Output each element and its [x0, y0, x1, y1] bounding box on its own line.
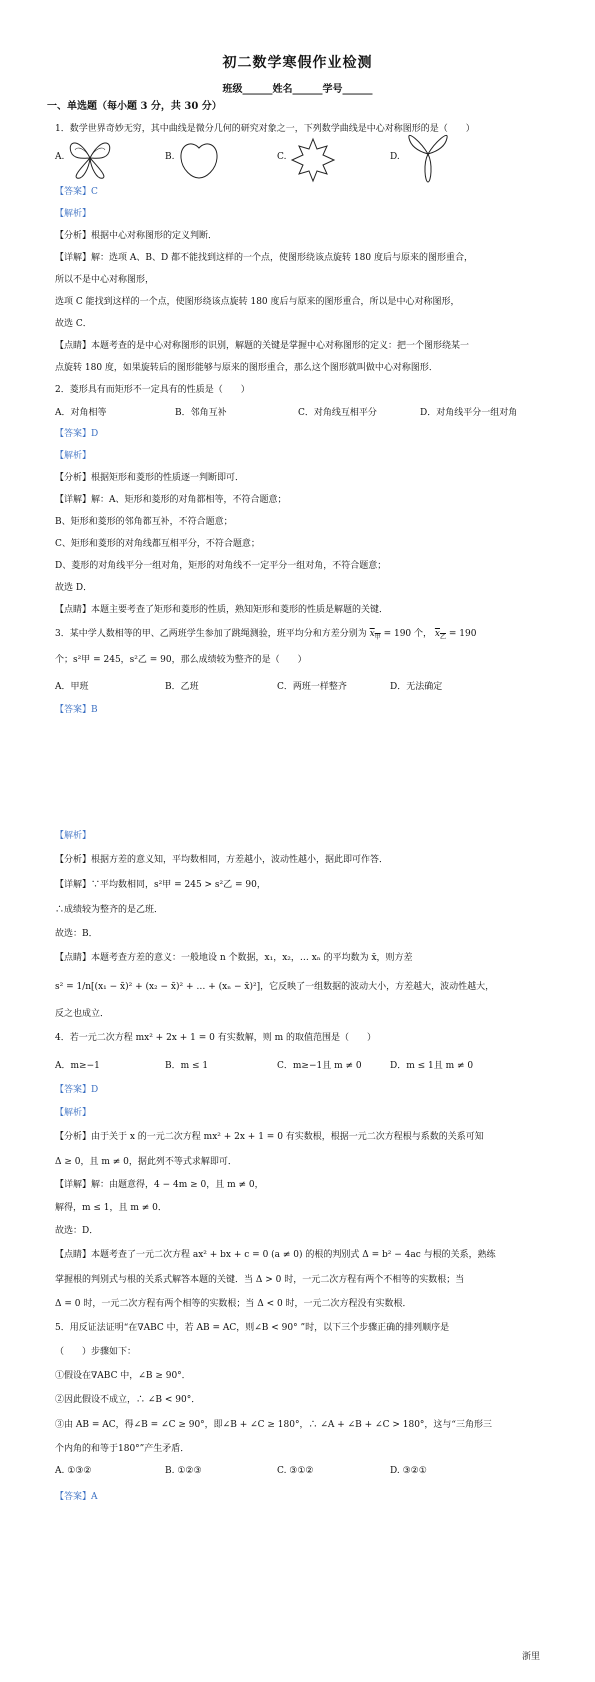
- q3-detail-2: ∴成绩较为整齐的是乙班．: [55, 905, 164, 915]
- q2-detail-2: B、矩形和菱形的邻角都互补，不符合题意；: [55, 517, 233, 527]
- q3-stem-line-2: 个；s²甲 = 245，s²乙 = 90，那么成绩较为整齐的是（ ）: [55, 655, 307, 665]
- q3-opt-a: A．甲班: [55, 682, 89, 692]
- q1-fenxi: 【分析】根据中心对称图形的定义判断．: [55, 231, 218, 241]
- q4-fenxi-1: 【分析】由于关于 x 的一元二次方程 mx² + 2x + 1 = 0 有实数根，根据一元二次方程根与系数的关系可知: [55, 1132, 484, 1142]
- q4-detail-3: 故选：D．: [55, 1226, 99, 1236]
- q3-answer: 【答案】B: [55, 705, 98, 715]
- q4-opt-a: A．m≥−1: [55, 1061, 100, 1071]
- q5-opt-c: C. ③①②: [277, 1466, 314, 1476]
- q1-stem: 1．数学世界奇妙无穷，其中曲线是微分几何的研究对象之一，下列数学曲线是中心对称图形的是（ ）: [55, 124, 475, 134]
- q1-opt-b: B.: [165, 152, 175, 162]
- q2-detail-1: 【详解】解：A、矩形和菱形的对角都相等，不符合题意；: [55, 495, 287, 505]
- q4-answer: 【答案】D: [55, 1085, 99, 1095]
- q3-analysis-label: 【解析】: [55, 831, 92, 841]
- q2-fenxi: 【分析】根据矩形和菱形的性质逐一判断即可．: [55, 473, 245, 483]
- q3-stem-text: 3．某中学人数相等的甲、乙两班学生参加了跳绳测验，班平均分和方差分别为: [55, 629, 367, 639]
- q1-detail-4: 故选 C．: [55, 319, 92, 329]
- q4-detail-1: 【详解】解：由题意得，4 − 4m ≥ 0，且 m ≠ 0，: [55, 1180, 264, 1190]
- q5-opt-a: A. ①③②: [55, 1466, 92, 1476]
- q1-dianjing-1: 【点睛】本题考查的是中心对称图形的识别，解题的关键是掌握中心对称图形的定义：把一个图形绕某一: [55, 341, 470, 351]
- q4-dianjing-3: Δ = 0 时，一元二次方程有两个相等的实数根；当 Δ < 0 时，一元二次方程没有实数根．: [55, 1299, 412, 1309]
- q1-detail-1: 【详解】解：选项 A、B、D 都不能找到这样的一个点，使图形绕该点旋转 180 度后与原来的图形重合，: [55, 253, 473, 263]
- q2-opt-a: A．对角相等: [55, 408, 107, 418]
- q3-dianjing-2: s² = 1/n[(x₁ − x̄)² + (x₂ − x̄)² + … + (xₙ − x̄)²]，它反映了一组数据的波动大小，方差越大，波动性越大，: [55, 982, 495, 992]
- q5-opt-d: D. ③②①: [390, 1466, 427, 1476]
- q5-stem-1: 5．用反证法证明“在∇ABC 中，若 AB = AC，则∠B < 90° ”时，以下三个步骤正确的排列顺序是: [55, 1323, 450, 1333]
- q5-stem-2: （ ）步骤如下：: [55, 1347, 137, 1357]
- q2-detail-3: C、矩形和菱形的对角线都互相平分，不符合题意；: [55, 539, 260, 549]
- q4-analysis-label: 【解析】: [55, 1108, 92, 1118]
- butterfly-curve-figure: [65, 136, 115, 180]
- q1-detail-2: 所以不是中心对称图形，: [55, 275, 155, 285]
- q3-opt-b: B．乙班: [165, 682, 199, 692]
- q5-answer: 【答案】A: [55, 1492, 98, 1502]
- q3-opt-d: D．无法确定: [390, 682, 443, 692]
- q1-opt-a: A.: [55, 152, 65, 162]
- q5-opt-b: B. ①②③: [165, 1466, 202, 1476]
- q5-step-1: ①假设在∇ABC 中，∠B ≥ 90°．: [55, 1371, 191, 1381]
- q4-opt-d: D．m ≤ 1且 m ≠ 0: [390, 1061, 474, 1071]
- q2-opt-c: C．对角线互相平分: [298, 408, 377, 418]
- three-leaf-rose-figure: [403, 128, 453, 184]
- student-info-line: 班级______姓名______学号______: [222, 84, 373, 95]
- q4-dianjing-1: 【点睛】本题考查了一元二次方程 ax² + bx + c = 0 (a ≠ 0) 的根的判别式 Δ = b² − 4ac 与根的关系，熟练: [55, 1250, 496, 1260]
- q5-step-3a: ③由 AB = AC，得∠B = ∠C ≥ 90°，即∠B + ∠C ≥ 180°，∴ ∠A + ∠B + ∠C > 180°，这与“三角形三: [55, 1420, 493, 1430]
- q2-opt-b: B．邻角互补: [175, 408, 227, 418]
- q2-opt-d: D．对角线平分一组对角: [420, 408, 518, 418]
- q1-answer: 【答案】C: [55, 187, 98, 197]
- q1-opt-c: C.: [277, 152, 287, 162]
- koch-snowflake-figure: [290, 137, 336, 183]
- page-title: 初二数学寒假作业检测: [222, 55, 373, 71]
- q3-dianjing-1: 【点睛】本题考查方差的意义：一般地设 n 个数据，x₁，x₂，… xₙ 的平均数为 x̄，则方差: [55, 953, 413, 963]
- q1-analysis-label: 【解析】: [55, 209, 92, 219]
- q4-opt-b: B．m ≤ 1: [165, 1061, 209, 1071]
- q4-stem: 4．若一元二次方程 mx² + 2x + 1 = 0 有实数解，则 m 的取值范围是（ ）: [55, 1033, 376, 1043]
- q3-detail-1: 【详解】∵平均数相同，s²甲 = 245 > s²乙 = 90，: [55, 880, 266, 890]
- q4-fenxi-2: Δ ≥ 0，且 m ≠ 0，据此列不等式求解即可．: [55, 1157, 237, 1167]
- q3-fenxi: 【分析】根据方差的意义知，平均数相同，方差越小，波动性越小，据此即可作答．: [55, 855, 389, 865]
- q3-stem-text-c: = 190: [448, 629, 477, 639]
- q4-dianjing-2: 掌握根的判别式与根的关系式解答本题的关键．当 Δ > 0 时，一元二次方程有两个不相等的实数根；当: [55, 1275, 465, 1285]
- q3-stem-line-1: [55, 627, 555, 645]
- q2-detail-5: 故选 D．: [55, 583, 93, 593]
- q1-dianjing-2: 点旋转 180 度，如果旋转后的图形能够与原来的图形重合，那么这个图形就叫做中心对称图形．: [55, 363, 438, 373]
- q3-stem-text-b: = 190 个，: [383, 629, 433, 639]
- q2-analysis-label: 【解析】: [55, 451, 92, 461]
- q3-dianjing-3: 反之也成立．: [55, 1009, 110, 1019]
- page-footer: 浙里: [521, 1652, 540, 1662]
- q5-step-2: ②因此假设不成立，∴ ∠B < 90°．: [55, 1395, 201, 1405]
- x-bar-yi: $x_乙$: [434, 629, 446, 641]
- x-bar-jia: $x_甲$: [369, 629, 381, 641]
- q5-step-3b: 个内角的和等于180°”产生矛盾．: [55, 1444, 190, 1454]
- q2-stem: 2．菱形具有而矩形不一定具有的性质是（ ）: [55, 385, 250, 395]
- q3-opt-c: C．两班一样整齐: [277, 682, 347, 692]
- q4-detail-2: 解得，m ≤ 1，且 m ≠ 0．: [55, 1203, 167, 1213]
- cardioid-curve-figure: [178, 140, 220, 180]
- q2-detail-4: D、菱形的对角线平分一组对角，矩形的对角线不一定平分一组对角，不符合题意；: [55, 561, 387, 571]
- q2-answer: 【答案】D: [55, 429, 99, 439]
- q4-opt-c: C．m≥−1且 m ≠ 0: [277, 1061, 362, 1071]
- q1-opt-d: D.: [390, 152, 400, 162]
- section-heading: 一、单选题（每小题 3 分，共 30 分）: [47, 101, 222, 112]
- q2-dianjing: 【点睛】本题主要考查了矩形和菱形的性质，熟知矩形和菱形的性质是解题的关键．: [55, 605, 389, 615]
- q3-detail-3: 故选：B．: [55, 929, 98, 939]
- q1-detail-3: 选项 C 能找到这样的一个点，使图形绕该点旋转 180 度后与原来的图形重合，所以是中心对称图形，: [55, 297, 460, 307]
